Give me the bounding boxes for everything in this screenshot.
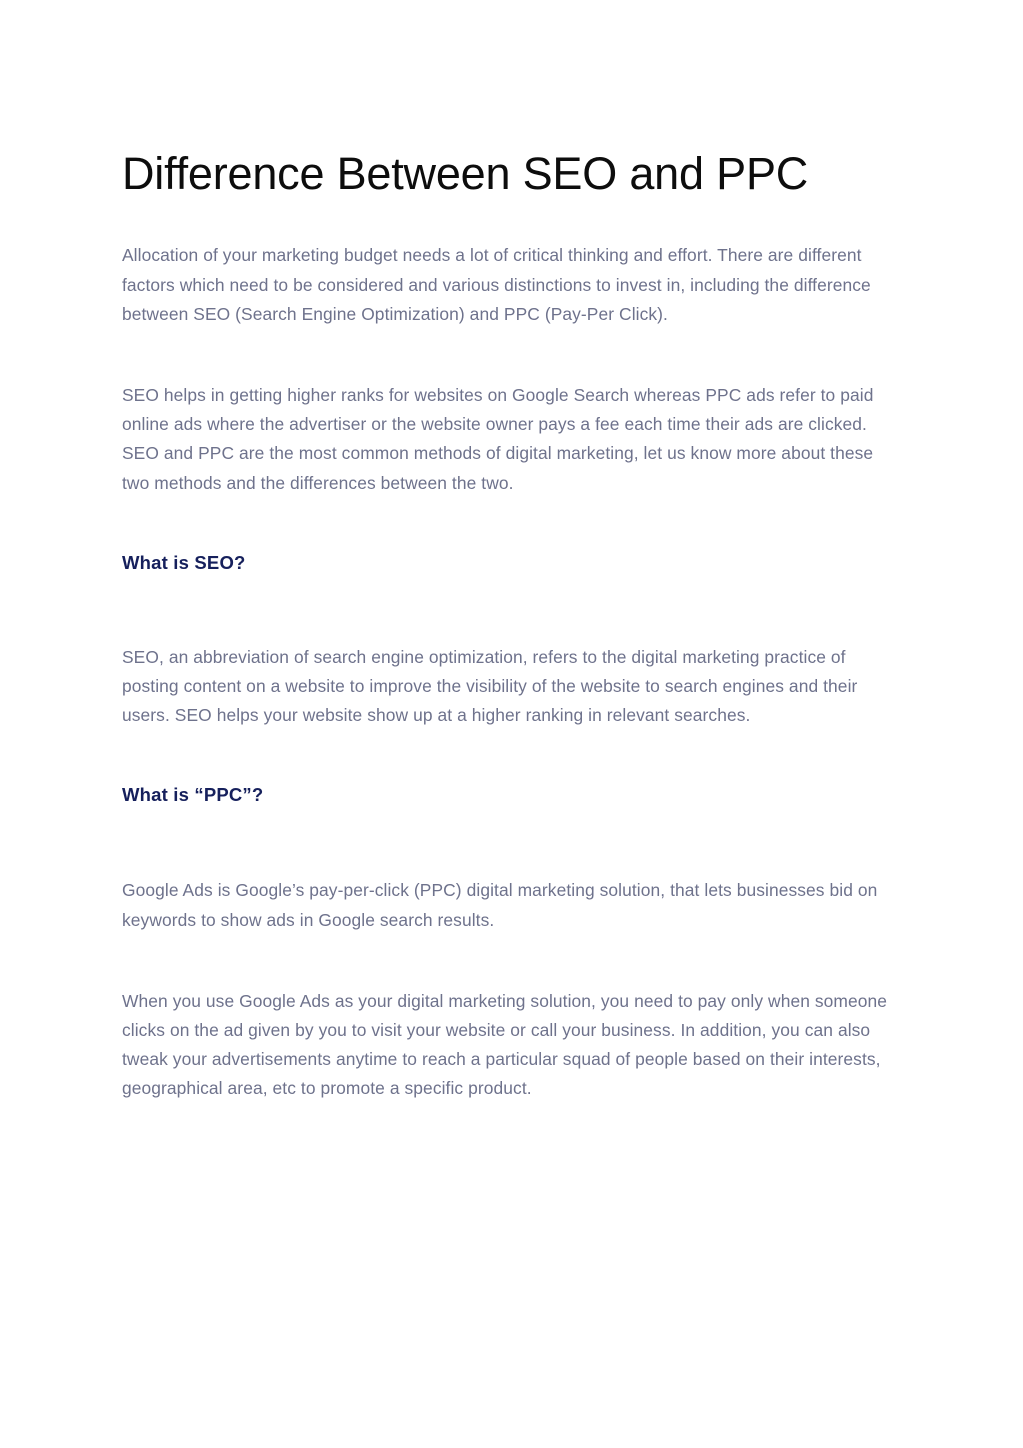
paragraph-intro: Allocation of your marketing budget needs a lot of critical thinking and effort. There are different factors which need to be considered and various distinctions to invest in, including the difference between SEO (Search Engine Optimization) and PPC (Pay-Per Click). (122, 245, 871, 324)
spacer (122, 730, 900, 782)
spacer (122, 199, 900, 241)
spacer (122, 329, 900, 381)
spacer (122, 576, 900, 643)
spacer (122, 498, 900, 550)
heading-what-is-ppc: What is “PPC”? (122, 784, 264, 806)
paragraph-seo-definition: SEO, an abbreviation of search engine optimization, refers to the digital marketing practice of posting content on a website to improve the visibility of the website to search engines and their users. SEO helps your website show up at a higher ranking in relevant searches. (122, 646, 858, 726)
paragraph-google-ads-details: When you use Google Ads as your digital marketing solution, you need to pay only when someone clicks on the ad given by you to visit your website or call your business. In addition, you can also tweak your advertisements anytime to reach a particular squad of people based on their interests, geographical area, etc to promote a specific product. (122, 990, 888, 1099)
heading-what-is-seo: What is SEO? (122, 551, 246, 573)
paragraph-google-ads: Google Ads is Google’s pay-per-click (PPC) digital marketing solution, that lets businesses bid on keywords to show ads in Google search results. (122, 880, 878, 930)
document-body (122, 149, 900, 1104)
spacer (122, 808, 900, 876)
page-title: Difference Between SEO and PPC (122, 148, 809, 199)
spacer (122, 935, 900, 987)
paragraph-seo-ppc-overview: SEO helps in getting higher ranks for websites on Google Search whereas PPC ads refer to paid online ads where the advertiser or the website owner pays a fee each time their ads are clicked. SEO and PPC are the most common methods of digital marketing, let us know more about these two methods and the differences between the two. (122, 385, 874, 493)
